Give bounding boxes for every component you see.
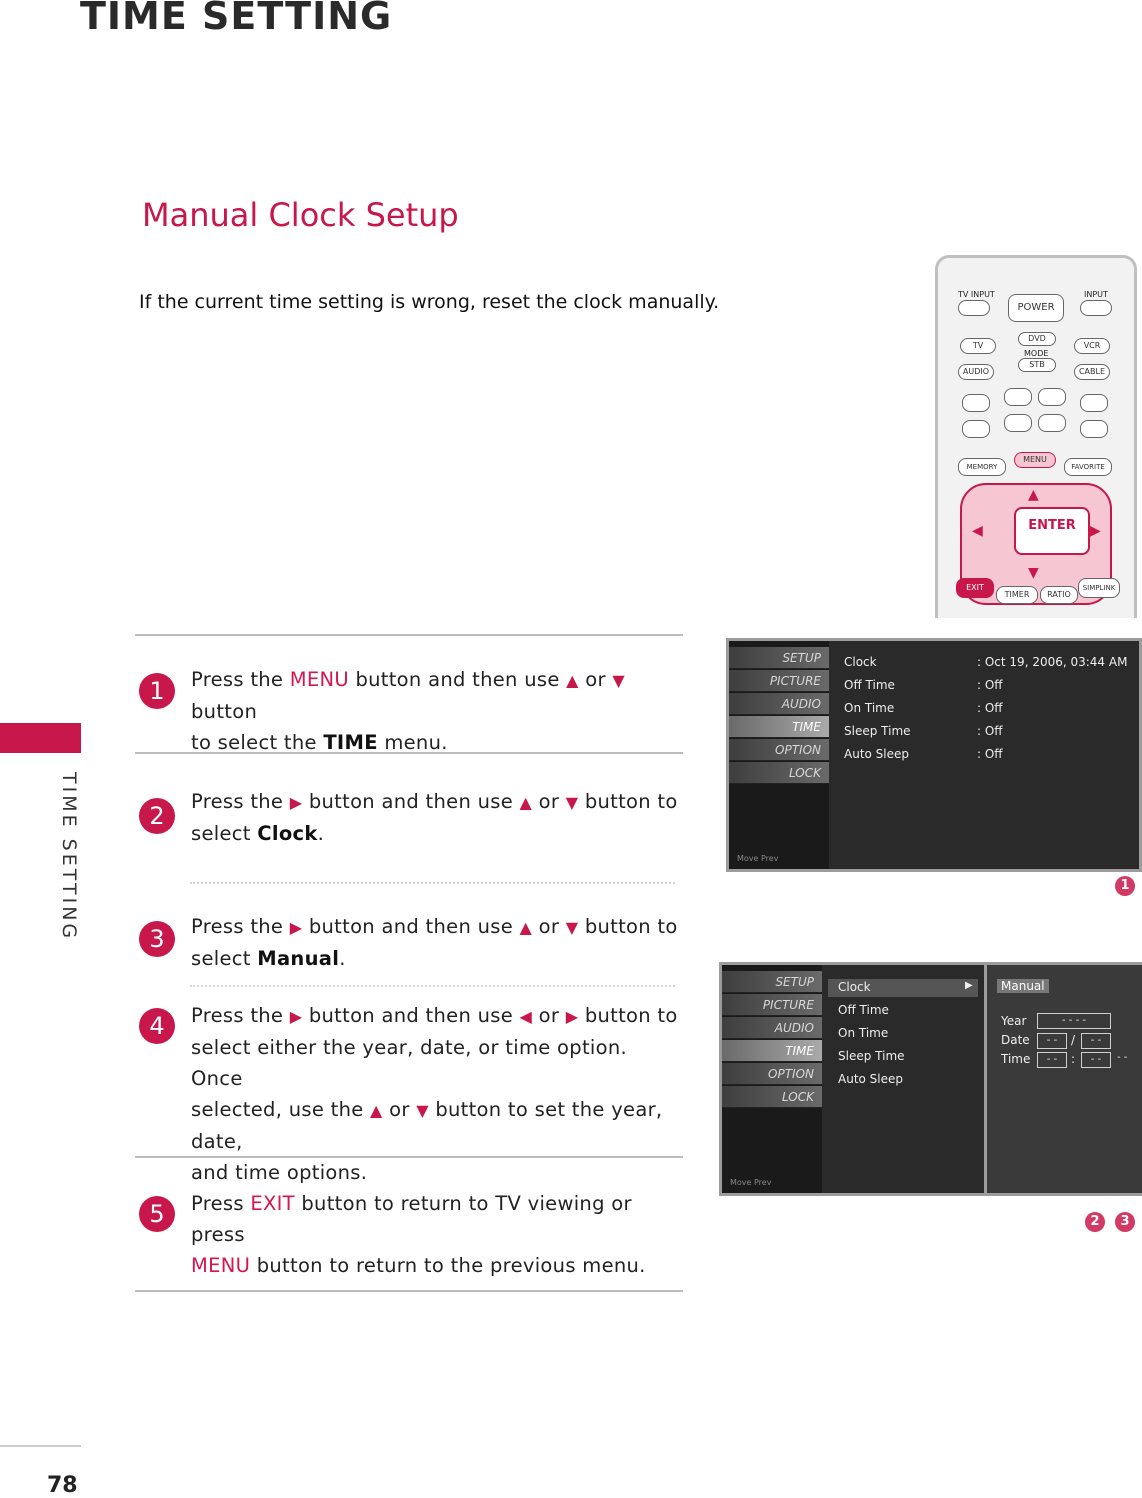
input-button [1080,300,1112,316]
osd-item-auto-sleep: Auto Sleep [838,1072,904,1086]
stb-mode-button: STB [1018,358,1056,372]
time-separator: : [1071,1052,1076,1066]
side-label: TIME SETTING [58,772,80,942]
osd-tab-column [729,641,829,869]
osd-tab-picture: PICTURE [722,994,822,1016]
divider [135,1290,683,1292]
osd-tab-time: TIME [729,716,829,738]
osd-time-menu [726,638,1142,872]
time-hour-field: - - [1037,1052,1067,1068]
left-arrow-icon: ◀ [972,523,983,539]
dotted-divider [190,882,675,884]
step-2-text: Press the ▶ button and then use ▲ or ▼ button to select Clock. [191,790,678,845]
osd-value-off-time: : Off [977,678,1003,692]
osd-item-off-time: Off Time [844,678,895,692]
date-day-field: - - [1081,1033,1111,1049]
page-title: TIME SETTING [80,0,393,38]
up-arrow-icon: ▲ [370,1101,383,1120]
stop-button [962,394,990,412]
osd-tab-setup: SETUP [722,971,822,993]
fast-forward-button [1038,414,1066,432]
year-field: - - - - [1037,1013,1111,1029]
down-arrow-icon: ▼ [565,793,579,812]
osd-value-on-time: : Off [977,701,1003,715]
tv-input-button [958,300,990,316]
osd-value-auto-sleep: : Off [977,747,1003,761]
time-minute-field: - - [1081,1052,1111,1068]
favorite-button: FAVORITE [1064,458,1112,476]
down-arrow-icon: ▼ [1028,565,1039,581]
osd-item-on-time: On Time [844,701,895,715]
right-arrow-icon: ▶ [289,793,303,812]
dotted-divider [190,985,675,987]
right-arrow-icon: ▶ [965,980,973,991]
simplink-button: SIMPLINK [1078,578,1120,598]
up-arrow-icon: ▲ [1028,487,1039,503]
skip-back-button [962,420,990,438]
tv-mode-button: TV [960,338,996,354]
step-5-text: Press EXIT button to return to TV viewing or press MENU button to return to the previous menu. [191,1192,646,1277]
osd-footer: Move Prev [730,1178,772,1187]
osd-item-sleep-time: Sleep Time [838,1049,905,1063]
footer-rule [0,1445,81,1447]
down-arrow-icon: ▼ [416,1101,429,1120]
osd-tab-picture: PICTURE [729,670,829,692]
osd-value-clock: : Oct 19, 2006, 03:44 AM [977,655,1128,669]
ratio-button: RATIO [1040,586,1078,604]
figure-badge-2: 2 [1085,1212,1105,1232]
osd-item-on-time: On Time [838,1026,889,1040]
rewind-button [1004,414,1032,432]
remote-control-illustration [935,255,1137,618]
cable-mode-button: CABLE [1074,364,1110,380]
intro-text: If the current time setting is wrong, reset the clock manually. [139,291,720,313]
step-1-text: Press the MENU button and then use ▲ or ▼ button to select the TIME menu. [191,668,625,754]
page-number: 78 [47,1473,78,1498]
figure-badge-1: 1 [1115,876,1135,896]
skip-forward-button [1080,420,1108,438]
down-arrow-icon: ▼ [612,671,625,690]
step-number-3: 3 [139,921,175,957]
osd-tab-audio: AUDIO [722,1017,822,1039]
pause-button [1038,388,1066,406]
osd-clock-manual-menu [719,962,1142,1196]
osd-tab-option: OPTION [729,739,829,761]
step-3-text: Press the ▶ button and then use ▲ or ▼ button to select Manual. [191,915,678,970]
osd-item-off-time: Off Time [838,1003,889,1017]
section-title: Manual Clock Setup [142,196,459,234]
up-arrow-icon: ▲ [566,671,579,690]
osd-tab-option: OPTION [722,1063,822,1085]
osd-value-sleep-time: : Off [977,724,1003,738]
osd-tab-lock: LOCK [722,1086,822,1108]
tv-input-label: TV INPUT [958,290,995,299]
step-4-text: Press the ▶ button and then use ◀ or ▶ button to select either the year, date, or time option. Once selected, use the ▲ or ▼ button to set the year, date, and time options. [191,1004,678,1184]
date-separator: / [1071,1033,1076,1047]
right-arrow-icon: ▶ [289,1007,303,1026]
osd-tab-lock: LOCK [729,762,829,784]
right-arrow-icon: ▶ [1090,523,1101,539]
up-arrow-icon: ▲ [519,918,533,937]
osd-item-auto-sleep: Auto Sleep [844,747,910,761]
audio-mode-button: AUDIO [958,364,994,380]
osd-item-sleep-time: Sleep Time [844,724,911,738]
enter-button: ENTER [1014,507,1090,555]
timer-button: TIMER [996,586,1038,604]
year-label: Year [1001,1014,1027,1028]
down-arrow-icon: ▼ [565,918,579,937]
osd-tab-setup: SETUP [729,647,829,669]
osd-tab-audio: AUDIO [729,693,829,715]
up-arrow-icon: ▲ [519,793,533,812]
power-button: POWER [1008,294,1064,322]
input-label: INPUT [1084,290,1108,299]
osd-footer: Move Prev [737,854,779,863]
left-arrow-icon: ◀ [519,1007,533,1026]
step-number-2: 2 [139,798,175,834]
osd-clock-submenu [984,965,1142,1193]
osd-item-clock: Clock [844,655,877,669]
divider [135,634,683,636]
record-button [1080,394,1108,412]
right-arrow-icon: ▶ [565,1007,579,1026]
menu-button: MENU [1014,452,1056,468]
memory-button: MEMORY [958,458,1006,476]
play-button [1004,388,1032,406]
osd-item-clock: Clock [838,980,871,994]
date-label: Date [1001,1033,1030,1047]
right-arrow-icon: ▶ [289,918,303,937]
step-number-5: 5 [139,1196,175,1232]
exit-button: EXIT [956,578,994,598]
osd-tab-column [722,965,822,1193]
dvd-mode-button: DVD [1018,332,1056,346]
figure-badge-3: 3 [1115,1212,1135,1232]
step-number-4: 4 [139,1008,175,1044]
clock-mode-selector: Manual [997,979,1049,993]
side-tab-marker [0,723,81,753]
date-month-field: - - [1037,1033,1067,1049]
step-number-1: 1 [139,673,175,709]
osd-tab-time: TIME [722,1040,822,1062]
time-ampm-field: - - [1117,1052,1128,1063]
time-label: Time [1001,1052,1031,1066]
mode-label: MODE [1024,349,1049,358]
vcr-mode-button: VCR [1074,338,1110,354]
